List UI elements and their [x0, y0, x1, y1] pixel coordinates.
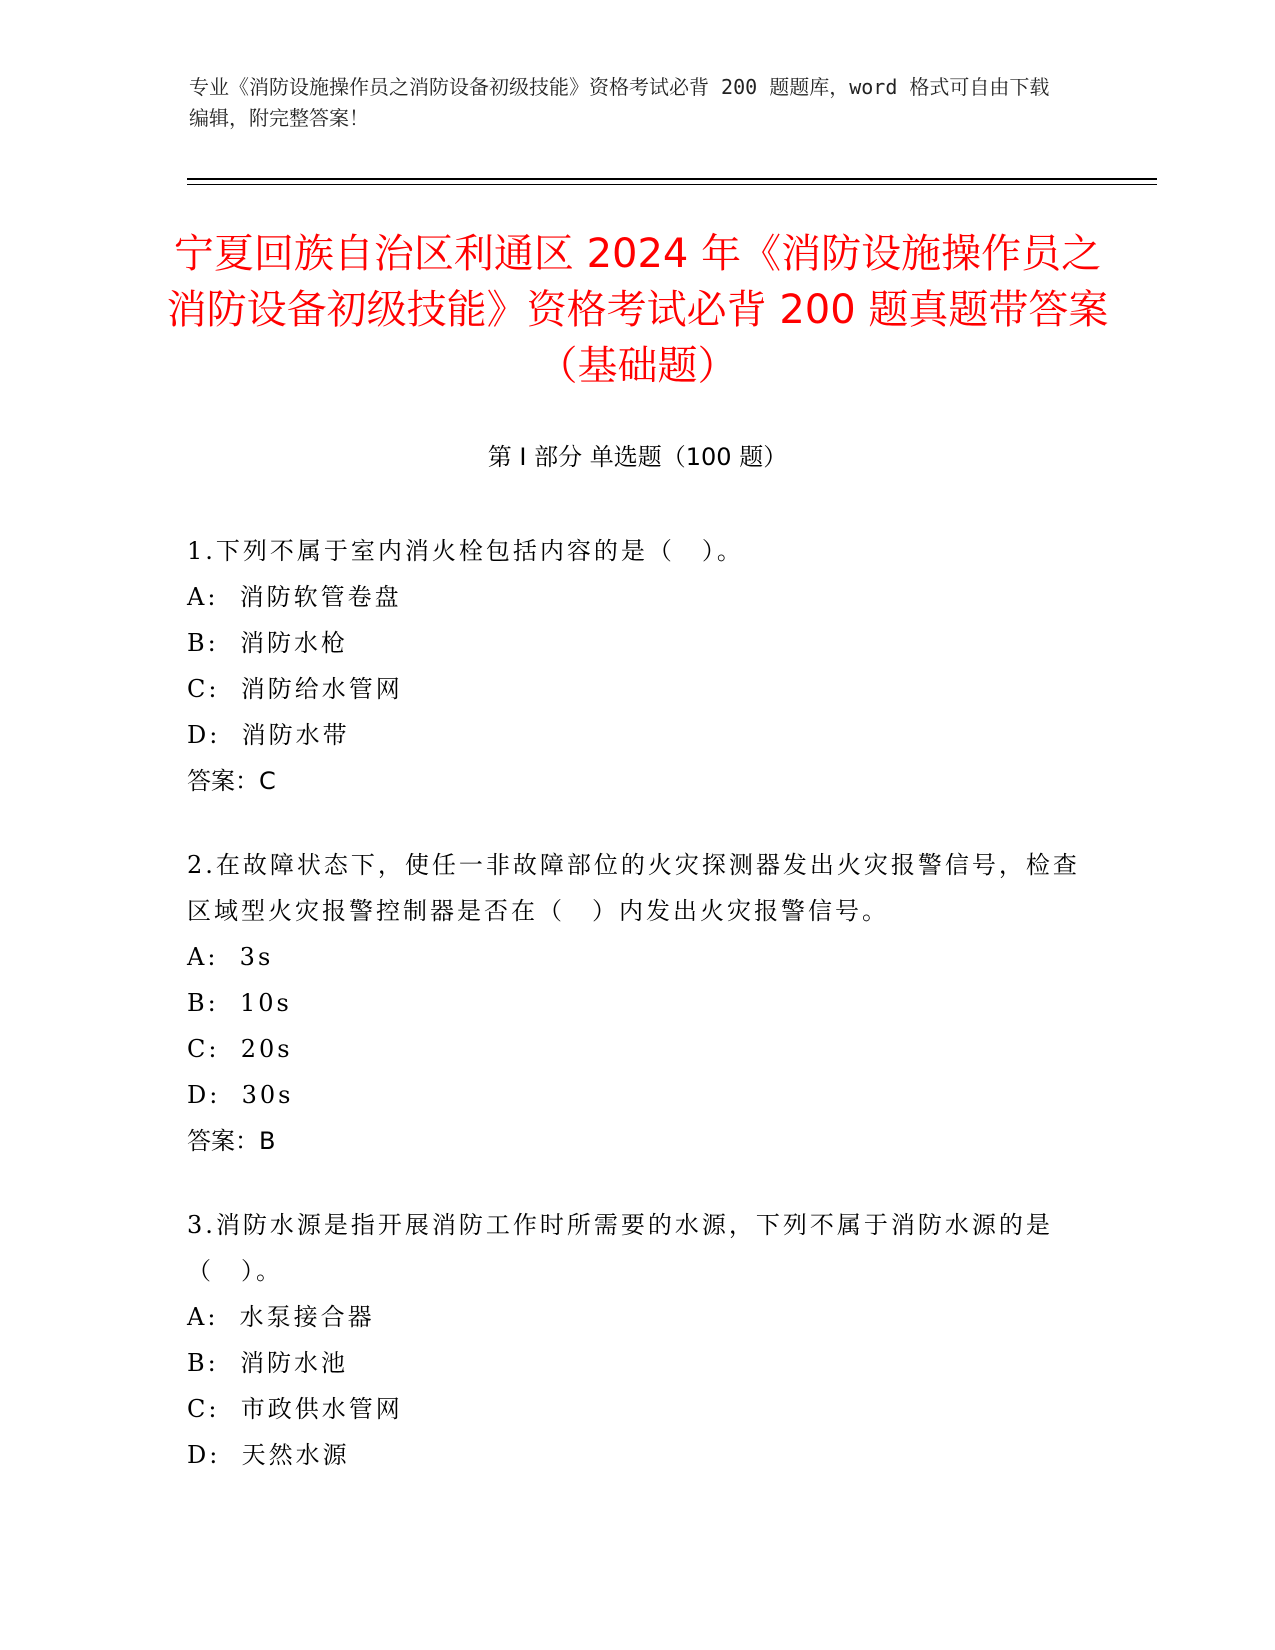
- option-c: C: 市政供水管网: [187, 1395, 403, 1423]
- header-divider-thin: [187, 184, 1157, 185]
- answer: 答案：B: [187, 1127, 276, 1155]
- option-a: A: 3s: [187, 943, 274, 971]
- section-title: 第 I 部分 单选题（100 题）: [487, 443, 788, 471]
- option-c: C: 消防给水管网: [187, 675, 403, 703]
- answer: 答案：C: [187, 767, 276, 795]
- question-list: [187, 528, 1087, 1516]
- option-d: D: 30s: [187, 1081, 294, 1109]
- option-c: C: 20s: [187, 1035, 293, 1063]
- header-divider-thick: [187, 178, 1157, 180]
- document-title: 宁夏回族自治区利通区 2024 年《消防设施操作员之消防设备初级技能》资格考试必背 200 题真题带答案（基础题）: [166, 231, 1109, 389]
- option-a: A: 消防软管卷盘: [187, 583, 402, 611]
- option-b: B: 10s: [187, 989, 292, 1017]
- option-b: B: 消防水池: [187, 1349, 348, 1377]
- question-2: [187, 842, 1087, 1164]
- question-stem: 3.消防水源是指开展消防工作时所需要的水源，下列不属于消防水源的是（ ）。: [187, 1211, 1053, 1285]
- question-stem: 2.在故障状态下，使任一非故障部位的火灾探测器发出火灾报警信号，检查区域型火灾报警控制器是否在（ ）内发出火灾报警信号。: [187, 851, 1080, 925]
- header-note: 专业《消防设施操作员之消防设备初级技能》资格考试必背 200 题题库，word 格式可自由下载编辑，附完整答案！: [189, 75, 1050, 130]
- question-stem: 1.下列不属于室内消火栓包括内容的是（ ）。: [187, 537, 744, 565]
- question-1: [187, 528, 1087, 804]
- option-b: B: 消防水枪: [187, 629, 348, 657]
- option-a: A: 水泵接合器: [187, 1303, 375, 1331]
- question-3: [187, 1202, 1087, 1478]
- option-d: D: 消防水带: [187, 721, 350, 749]
- option-d: D: 天然水源: [187, 1441, 350, 1469]
